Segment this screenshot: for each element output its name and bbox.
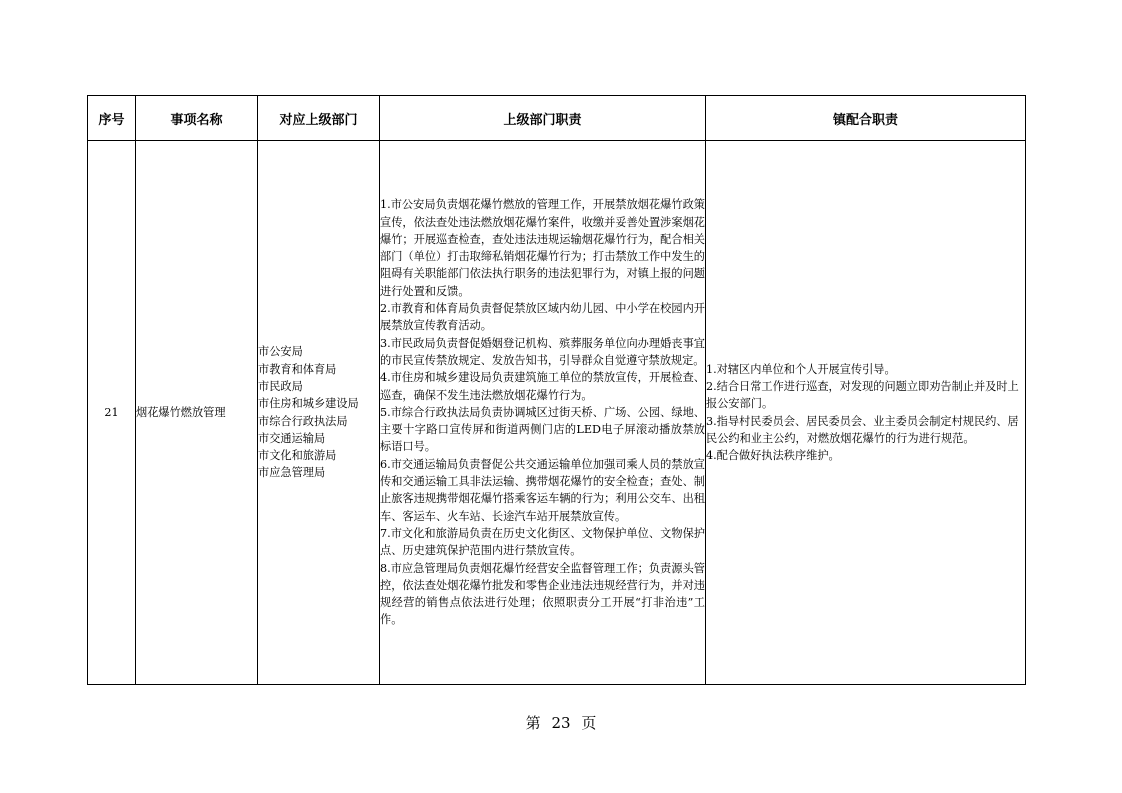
cell-departments: [258, 141, 380, 685]
header-superior-duties: 上级部门职责: [380, 96, 706, 141]
department-item: 市教育和体育局: [258, 362, 337, 376]
cell-superior-duties: [380, 141, 706, 685]
town-duty-item: 1.对辖区内单位和个人开展宣传引导。: [706, 362, 896, 376]
town-duty-item: 2.结合日常工作进行巡查，对发现的问题立即劝告制止并及时上报公安部门。: [706, 379, 1019, 411]
department-item: 市住房和城乡建设局: [258, 397, 359, 411]
duty-item: 6.市交通运输局负责督促公共交通运输单位加强司乘人员的禁放宣传和交通运输工具非法运输、携带烟花爆竹的安全检查；查处、制止旅客违规携带烟花爆竹搭乘客运车辆的行为；利用公交车、出租车、客运车、火车站、长途汽车站开展禁放宣传。: [380, 457, 705, 523]
page-footer: [0, 712, 1122, 733]
department-item: 市应急管理局: [258, 466, 326, 480]
duty-item: 3.市民政局负责督促婚姻登记机构、殡葬服务单位向办理婚丧事宜的市民宣传禁放规定、发放告知书，引导群众自觉遵守禁放规定。: [380, 336, 705, 367]
department-item: 市交通运输局: [258, 431, 326, 445]
page-number: 23: [551, 714, 571, 732]
header-seq: 序号: [88, 96, 136, 141]
town-duty-item: 4.配合做好执法秩序维护。: [706, 449, 840, 463]
duty-item: 5.市综合行政执法局负责协调城区过街天桥、广场、公园、绿地、主要十字路口宣传屏和街道两侧门店的LED电子屏滚动播放禁放标语口号。: [380, 405, 705, 454]
department-item: 市综合行政执法局: [258, 414, 348, 428]
duty-item: 1.市公安局负责烟花爆竹燃放的管理工作，开展禁放烟花爆竹政策宣传，依法查处违法燃放烟花爆竹案件，收缴并妥善处置涉案烟花爆竹；开展巡查检查，查处违法违规运输烟花爆竹行为，配合相关部门（单位）打击取缔私销烟花爆竹行为；打击禁放工作中发生的阻碍有关职能部门依法执行职务的违法犯罪行为，对镇上报的问题进行处置和反馈。: [380, 198, 705, 298]
duty-item: 4.市住房和城乡建设局负责建筑施工单位的禁放宣传，开展检查、巡查，确保不发生违法燃放烟花爆竹行为。: [380, 371, 705, 402]
cell-town-duties: [706, 141, 1026, 685]
cell-item-name: 烟花爆竹燃放管理: [136, 141, 258, 685]
duty-item: 7.市文化和旅游局负责在历史文化街区、文物保护单位、文物保护点、历史建筑保护范围内进行禁放宣传。: [380, 526, 705, 558]
header-superior-department: 对应上级部门: [258, 96, 380, 141]
responsibility-table: [87, 95, 1026, 685]
header-item-name: 事项名称: [136, 96, 258, 141]
department-item: 市公安局: [258, 345, 303, 359]
table-row: [88, 141, 1026, 685]
table-header-row: [88, 96, 1026, 141]
duty-item: 8.市应急管理局负责烟花爆竹经营安全监督管理工作；负责源头管控，依法查处烟花爆竹批发和零售企业违法违规经营行为，并对违规经营的销售点依法进行处理；依照职责分工开展“打非治违”工作。: [380, 561, 705, 627]
header-town-duties: 镇配合职责: [706, 96, 1026, 141]
duty-item: 2.市教育和体育局负责督促禁放区域内幼儿园、中小学在校园内开展禁放宣传教育活动。: [380, 302, 705, 333]
page-prefix: 第: [525, 714, 541, 732]
department-item: 市文化和旅游局: [258, 449, 337, 463]
department-item: 市民政局: [258, 379, 303, 393]
page-suffix: 页: [581, 714, 597, 732]
cell-seq: 21: [88, 141, 136, 685]
town-duty-item: 3.指导村民委员会、居民委员会、业主委员会制定村规民约、居民公约和业主公约，对燃放烟花爆竹的行为进行规范。: [706, 414, 1019, 445]
